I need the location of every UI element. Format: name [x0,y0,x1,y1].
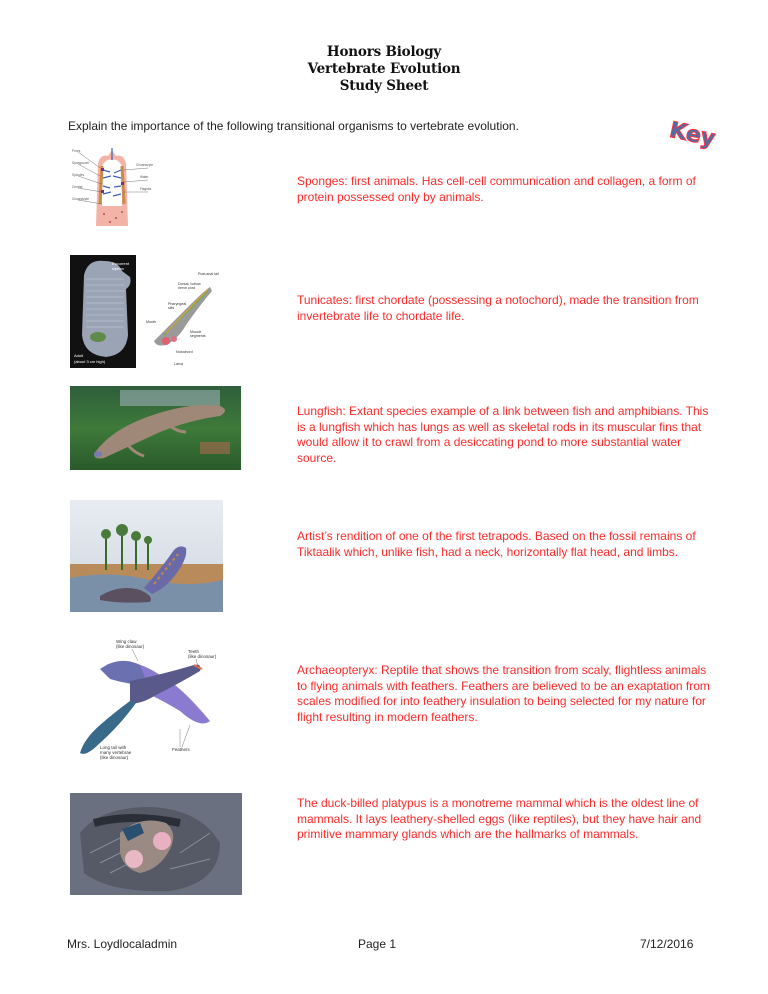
svg-text:Water: Water [140,175,149,179]
svg-text:Teeth: Teeth [188,649,200,654]
svg-text:Choanocyte: Choanocyte [72,197,90,201]
svg-text:Key: Key [667,117,718,152]
answer-tunicates: Tunicates: first chordate (possessing a notochord), made the transition from invertebrate life to chordate life. [297,293,699,323]
svg-text:(like dinosaur): (like dinosaur) [188,654,217,659]
svg-text:many vertebrae: many vertebrae [100,750,132,755]
svg-text:Pores: Pores [72,149,81,153]
document-title [0,44,768,95]
svg-text:(like dinosaur): (like dinosaur) [100,755,129,760]
answer-lungfish: Lungfish: Extant species example of a link between fish and amphibians. This is a lungfish which has lungs as well as skeletal rods in its muscular fins that would allow it to crawl from a desiccating pond to more substantial water source. [297,404,709,465]
svg-text:nerve cord: nerve cord [178,286,195,290]
svg-text:Larva: Larva [174,362,183,366]
footer-page-number: Page 1 [358,937,397,951]
key-wordart [665,112,725,162]
svg-text:Choanocyte: Choanocyte [136,163,154,167]
answer-tiktaalik: Artist’s rendition of one of the first tetrapods. Based on the fossil remains of Tiktaalik which, unlike fish, had a neck, horizontally flat head, and limbs. [297,529,696,559]
instructions: Explain the importance of the following transitional organisms to vertebrate evolution. [68,119,519,133]
svg-text:Dorsal, hollow: Dorsal, hollow [178,282,201,286]
svg-text:(about 3 cm high): (about 3 cm high) [74,359,106,364]
answer-platypus: The duck-billed platypus is a monotreme mammal which is the oldest line of mammals. It lays leathery-shelled eggs (like reptiles), but they have hair and primitive mammary glands which are the hallmarks of mammals. [297,796,702,842]
svg-text:Feathers: Feathers [172,747,190,752]
title-subtitle: Study Sheet [339,78,429,94]
platypus-photo [70,793,242,895]
svg-text:Excurrent: Excurrent [112,261,130,266]
svg-text:Wing claw: Wing claw [116,639,137,644]
svg-text:Long tail with: Long tail with [100,745,127,750]
footer-date: 7/12/2016 [640,937,694,951]
title-course: Honors Biology [326,44,442,60]
archaeopteryx-illustration [70,625,230,770]
svg-text:Flagella: Flagella [140,187,152,191]
svg-text:(like dinosaur): (like dinosaur) [116,644,145,649]
lungfish-photo [70,386,241,470]
tiktaalik-illustration [70,500,223,612]
svg-text:siphon: siphon [112,266,124,271]
title-topic: Vertebrate Evolution [307,61,461,77]
svg-text:Post-anal tail: Post-anal tail [198,272,219,276]
svg-text:Muscle: Muscle [190,330,202,334]
svg-text:slits: slits [168,306,175,310]
svg-text:Mouth: Mouth [146,320,156,324]
answer-archaeopteryx: Archaeopteryx: Reptile that shows the transition from scaly, flightless animals to flying animals with feathers. Feathers are believed to be an exaptation from scales modified for into feathery insulation to being selected for my nature for flight resulting in modern feathers. [297,663,710,724]
svg-text:Adult: Adult [74,353,84,358]
svg-text:Notochord: Notochord [176,350,193,354]
tunicate-diagram [70,255,240,370]
svg-text:segments: segments [190,334,206,338]
svg-text:Central: Central [72,185,83,189]
footer-author: Mrs. Loydlocaladmin [67,937,178,951]
svg-text:Spongocoel: Spongocoel [72,161,89,165]
svg-text:Pharyngeal: Pharyngeal [168,302,187,306]
svg-text:Spicules: Spicules [72,173,85,177]
answer-sponges: Sponges: first animals. Has cell-cell communication and collagen, a form of protein possessed only by animals. [297,174,696,204]
sponge-diagram [70,146,156,232]
